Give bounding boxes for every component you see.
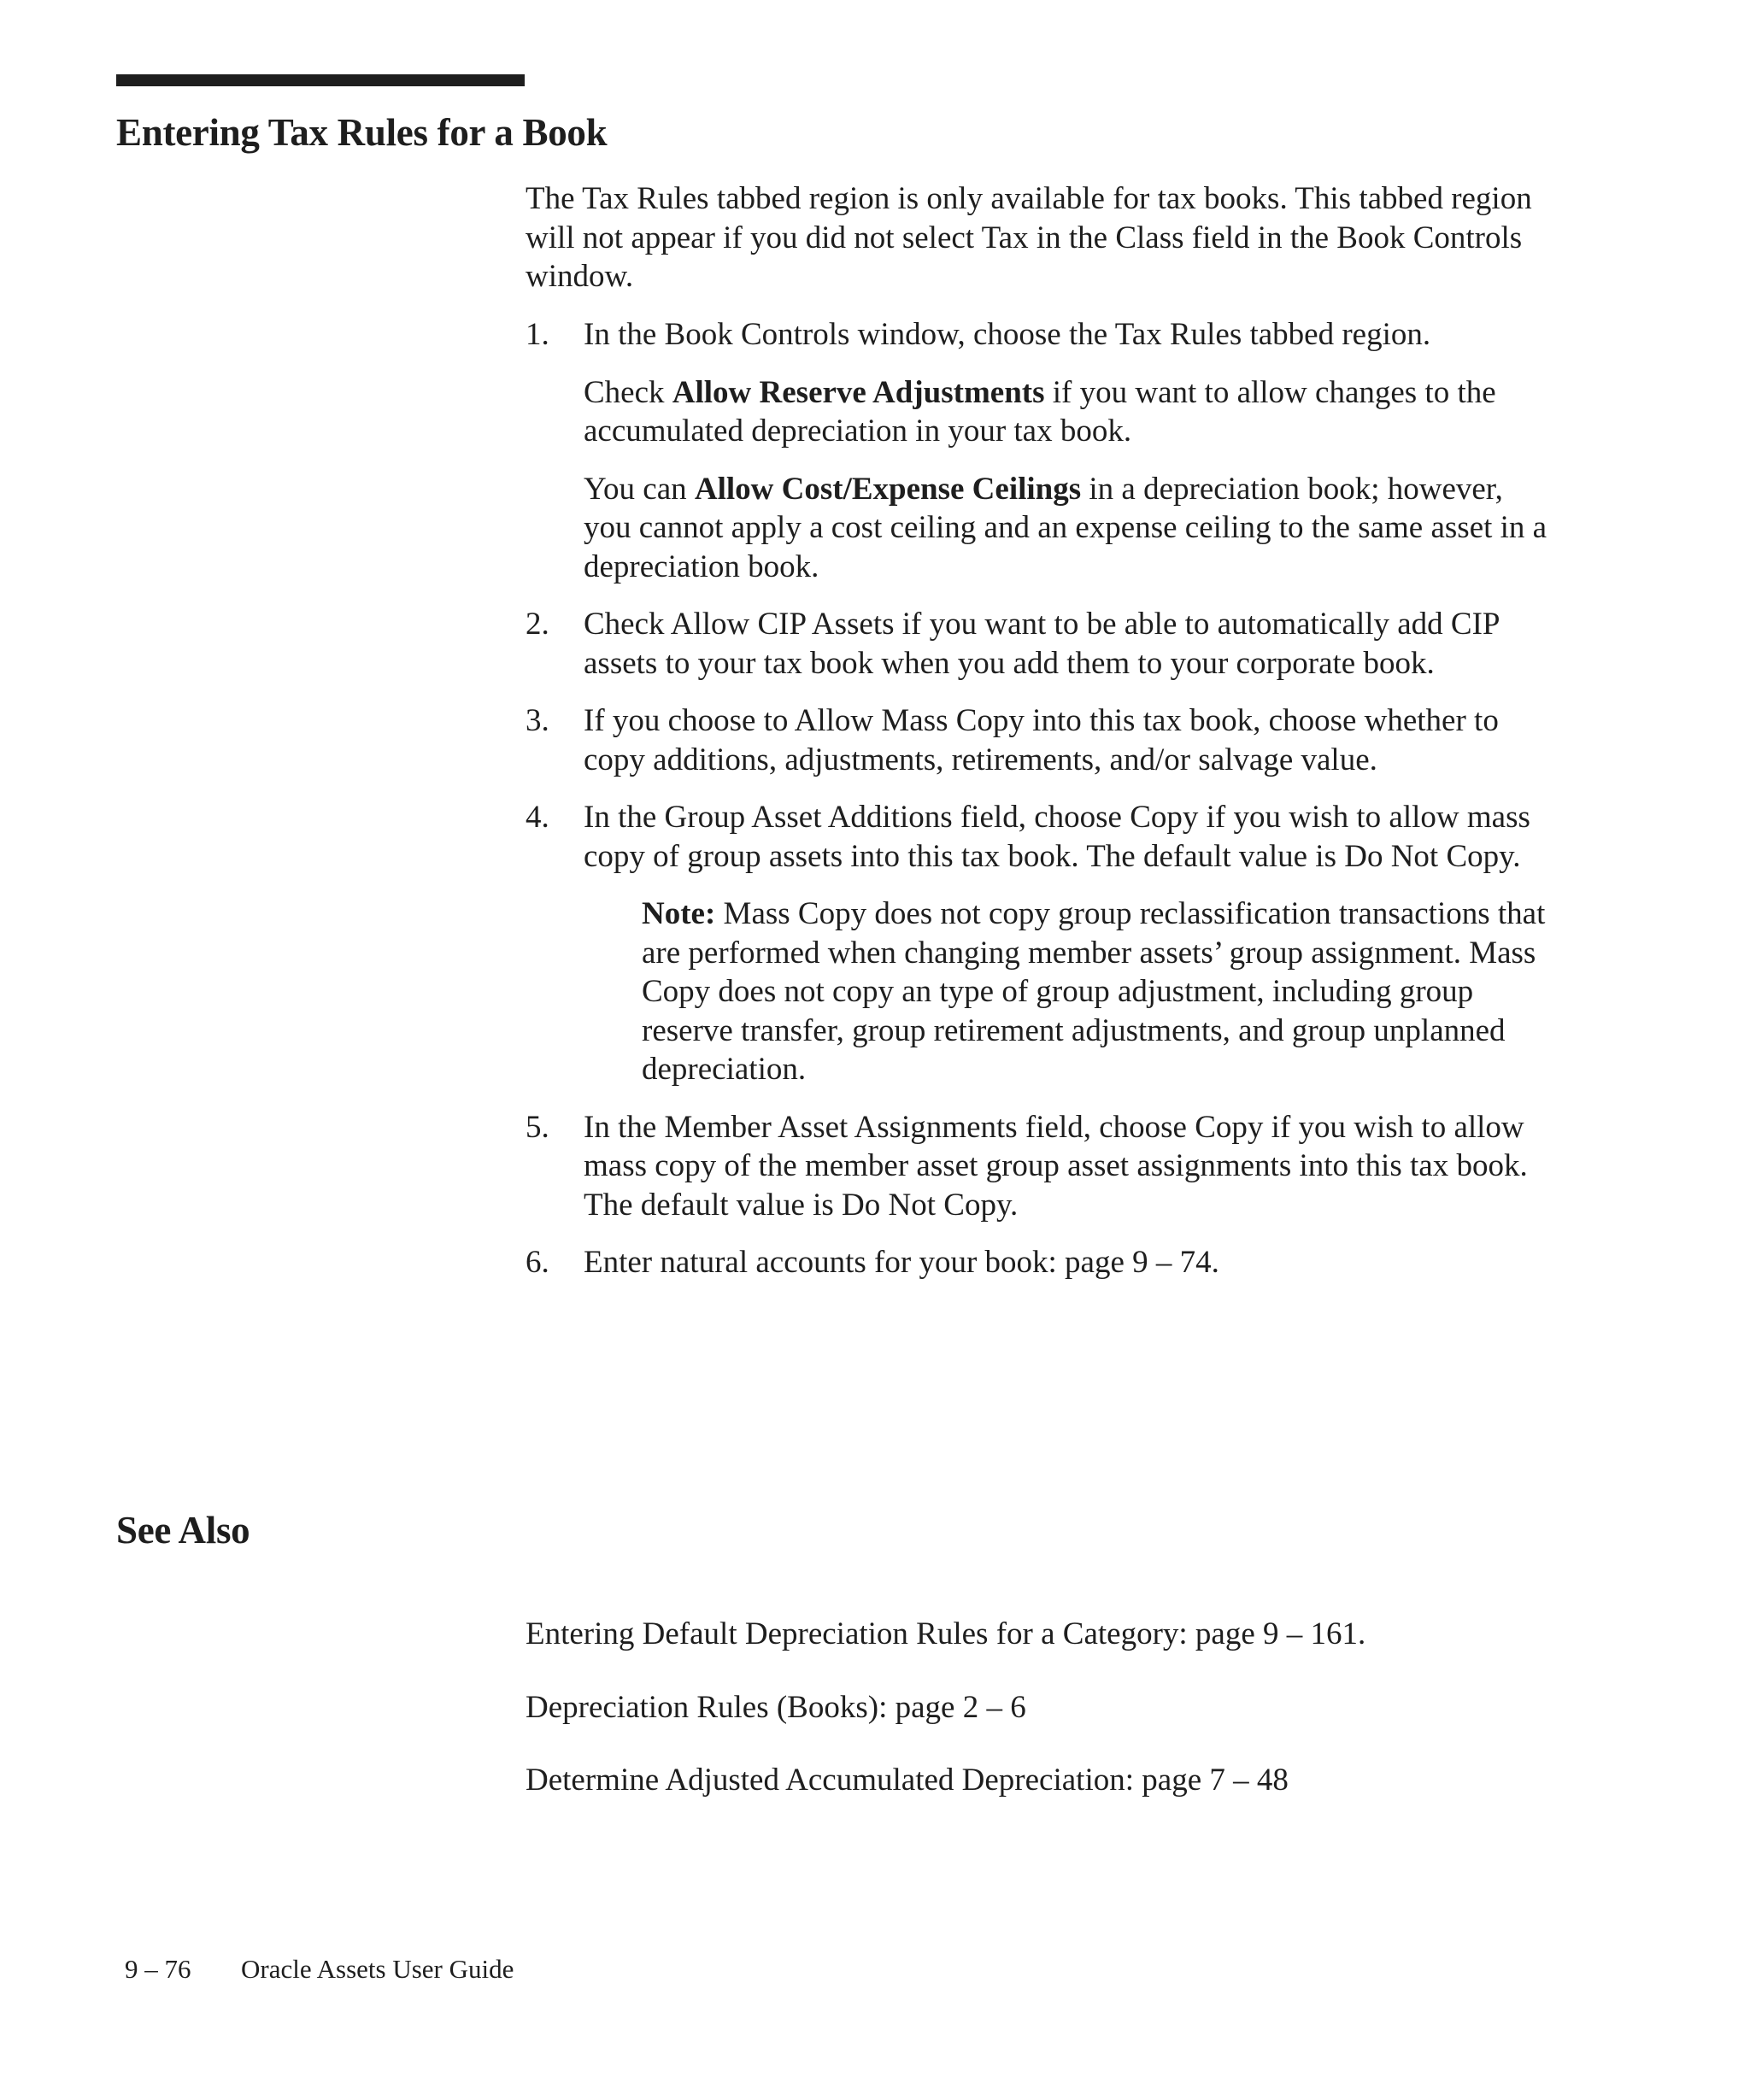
see-also-title: See Also bbox=[116, 1509, 250, 1552]
step-text: If you choose to Allow Mass Copy into this tax book, choose whether to copy additions, adjustments, retirements, and/or salvage value. bbox=[584, 703, 1499, 777]
section-rule bbox=[116, 74, 525, 86]
step-number: 2. bbox=[526, 607, 549, 642]
book-title: Oracle Assets User Guide bbox=[241, 1954, 514, 1984]
step-text: Check Allow CIP Assets if you want to be able to automatically add CIP assets to your tax book when you add them to your corporate book. bbox=[584, 607, 1500, 681]
allow-reserve-adjustments-term: Allow Reserve Adjustments bbox=[672, 374, 1045, 410]
page-number: 9 – 76 bbox=[125, 1954, 191, 1984]
step-2 bbox=[526, 605, 1555, 683]
note-text: Mass Copy does not copy group reclassification transactions that are performed when changing member assets’ group assignment. Mass Copy does not copy an type of group adjustment, including group reserve transfer, group retirement adjustments, and group unplanned depreciation. bbox=[642, 896, 1546, 1087]
section-title: Entering Tax Rules for a Book bbox=[116, 111, 608, 154]
intro-text: The Tax Rules tabbed region is only available for tax books. This tabbed region will not appear if you did not select Tax in the Class field in the Book Controls window. bbox=[526, 181, 1532, 294]
step-text: Enter natural accounts for your book: page 9 – 74. bbox=[584, 1245, 1219, 1280]
step-text: In the Book Controls window, choose the Tax Rules tabbed region. bbox=[584, 317, 1431, 352]
see-also-list bbox=[526, 1615, 1555, 1834]
see-also-link[interactable]: Depreciation Rules (Books): page 2 – 6 bbox=[526, 1689, 1026, 1725]
steps-list bbox=[526, 315, 1555, 1301]
step-1-reserve-adjustments: Check Allow Reserve Adjustments if you want to allow changes to the accumulated depreciation in your tax book. bbox=[584, 374, 1496, 449]
step-1 bbox=[526, 315, 1555, 586]
note-block bbox=[584, 895, 1555, 1089]
see-also-link[interactable]: Determine Adjusted Accumulated Depreciation: page 7 – 48 bbox=[526, 1763, 1289, 1798]
step-number: 1. bbox=[526, 317, 549, 352]
step-3 bbox=[526, 701, 1555, 779]
step-number: 6. bbox=[526, 1245, 549, 1280]
step-number: 3. bbox=[526, 703, 549, 738]
step-5 bbox=[526, 1108, 1555, 1225]
step-1-cost-expense-ceilings: You can Allow Cost/Expense Ceilings in a depreciation book; however, you cannot apply a cost ceiling and an expense ceiling to the same asset in a depreciation book. bbox=[584, 471, 1547, 584]
step-text: In the Member Asset Assignments field, choose Copy if you wish to allow mass copy of the member asset group asset assignments into this tax book. The default value is Do Not Copy. bbox=[584, 1109, 1528, 1223]
step-text: In the Group Asset Additions field, choose Copy if you wish to allow mass copy of group assets into this tax book. The default value is Do Not Copy. bbox=[584, 800, 1530, 874]
step-6 bbox=[526, 1243, 1555, 1282]
step-number: 4. bbox=[526, 800, 549, 835]
intro-paragraph bbox=[526, 179, 1555, 296]
step-number: 5. bbox=[526, 1109, 549, 1145]
page-footer bbox=[125, 1952, 514, 1986]
step-4 bbox=[526, 798, 1555, 1089]
allow-cost-expense-ceilings-term: Allow Cost/Expense Ceilings bbox=[694, 471, 1082, 507]
note-label: Note: bbox=[642, 896, 716, 931]
see-also-link[interactable]: Entering Default Depreciation Rules for a Category: page 9 – 161. bbox=[526, 1616, 1366, 1651]
